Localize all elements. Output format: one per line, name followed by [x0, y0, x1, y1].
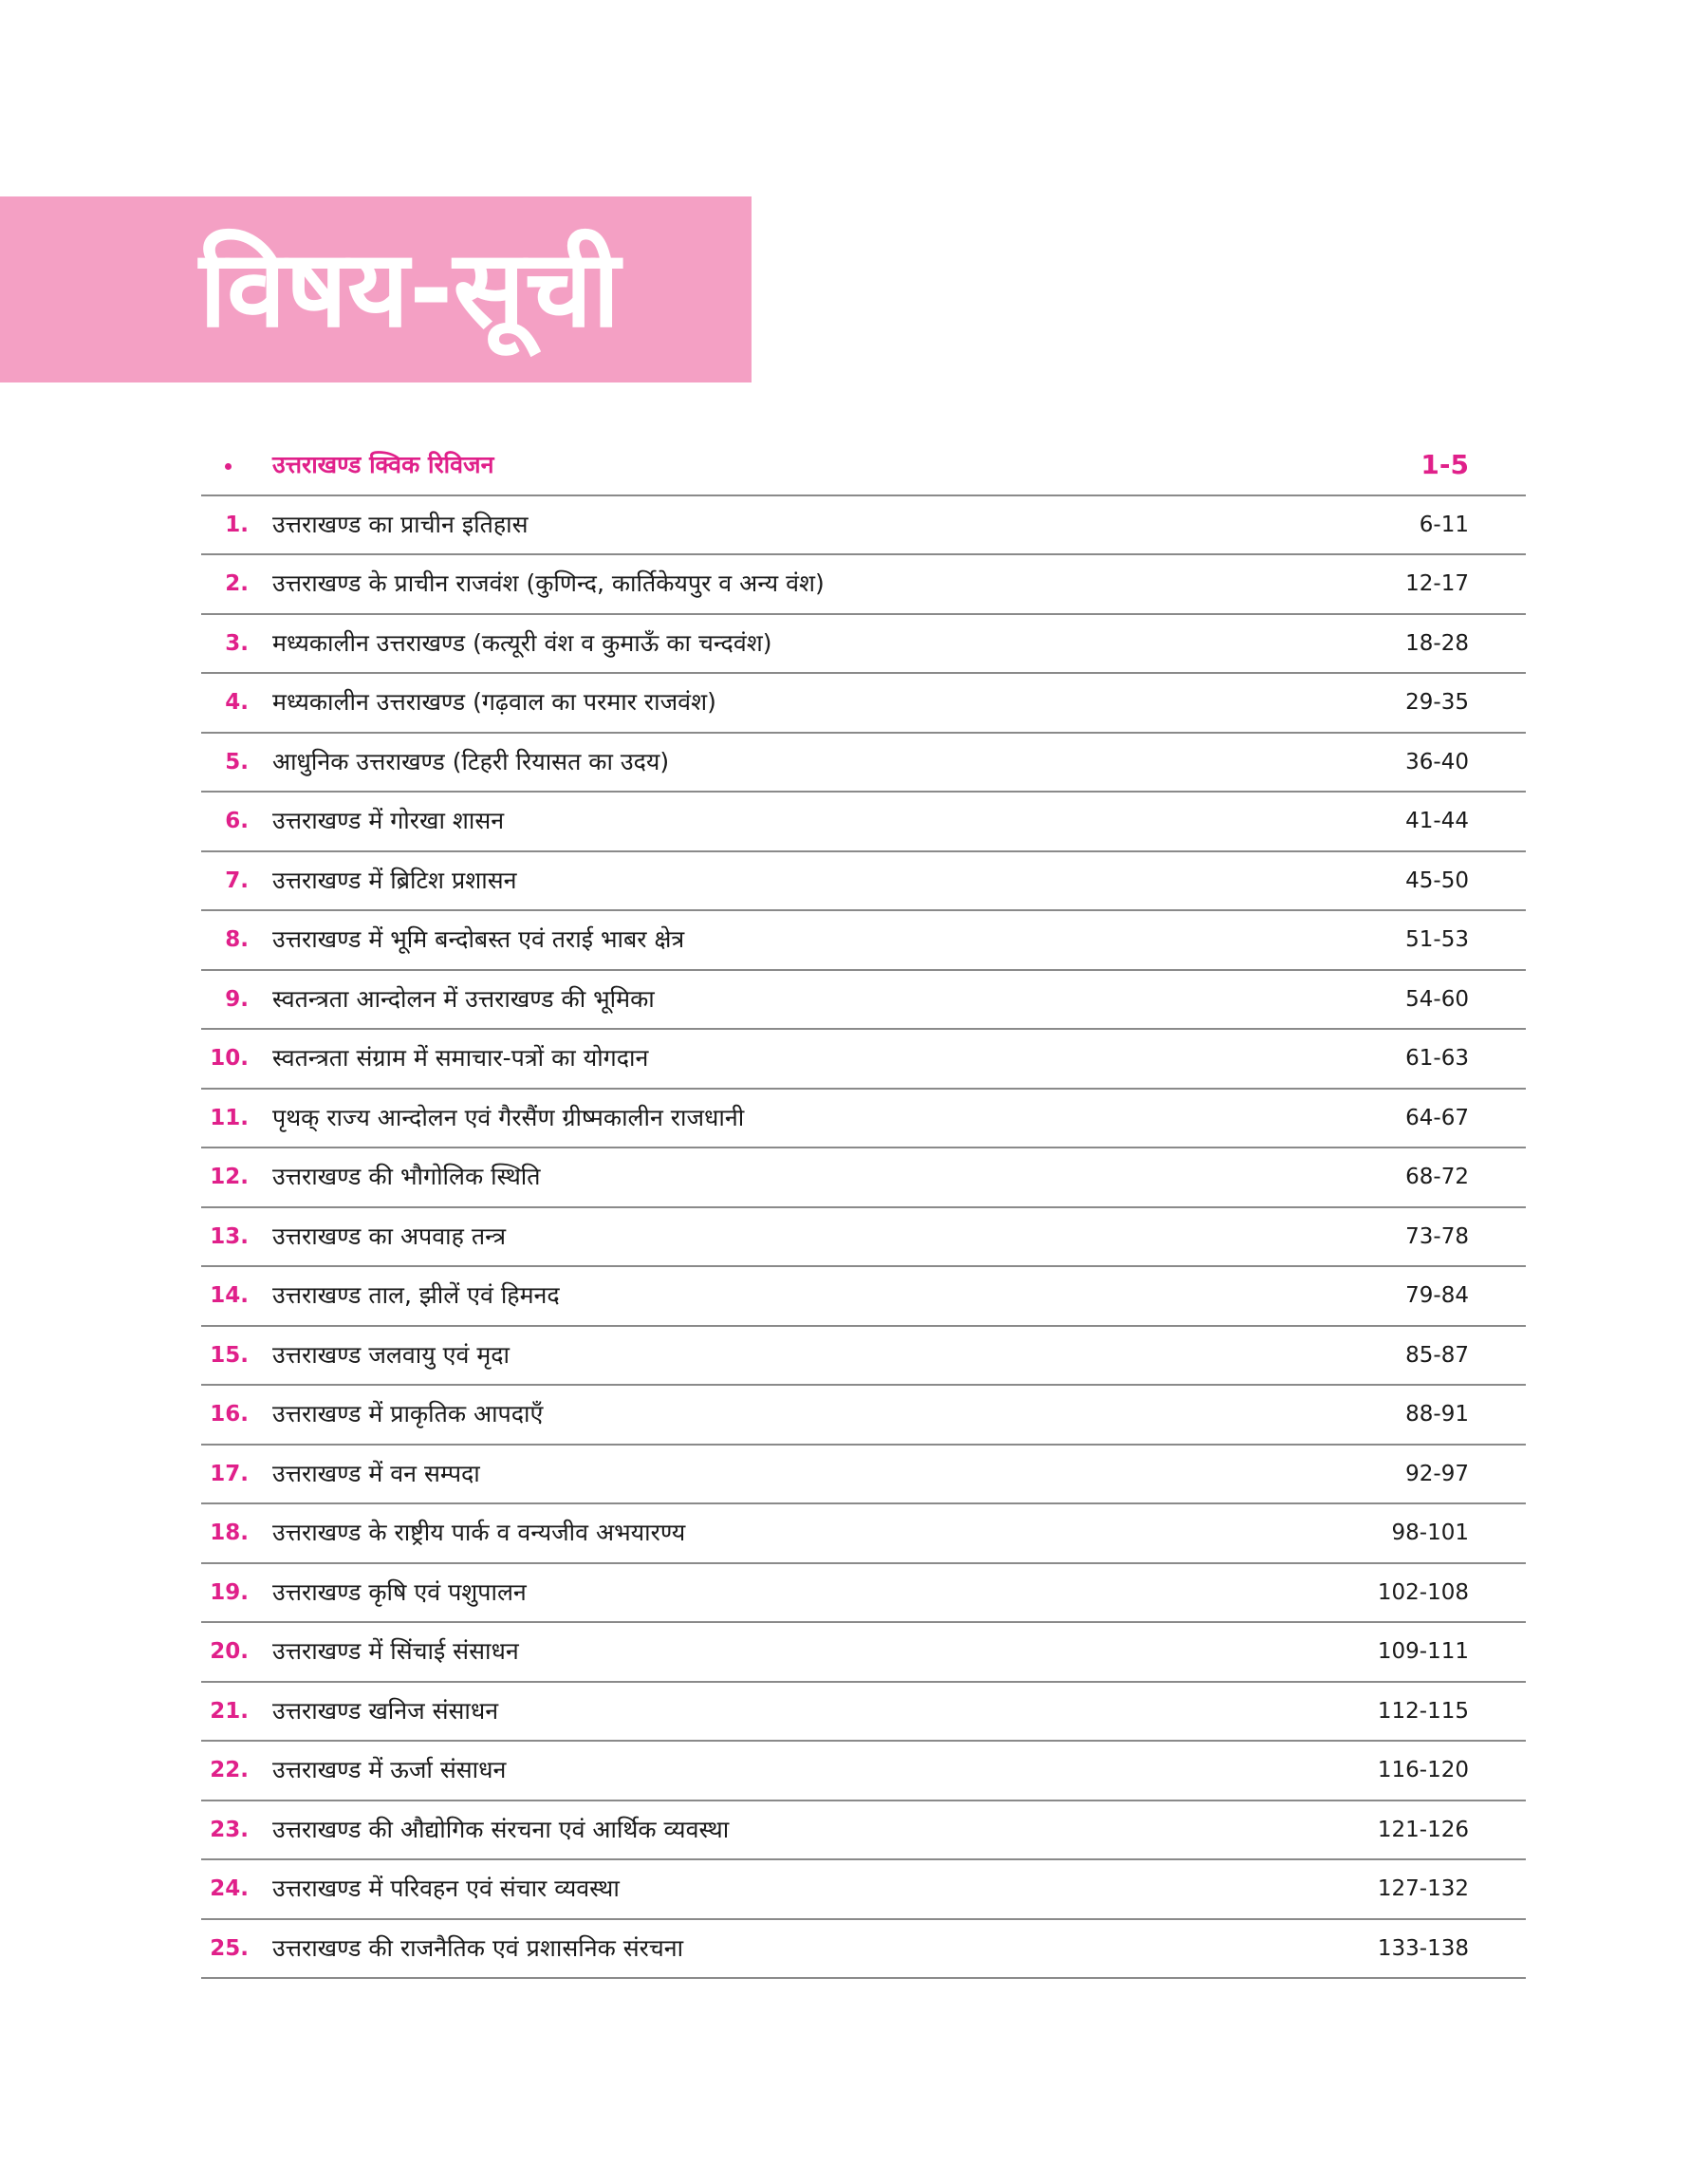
toc-featured-label: उत्तराखण्ड क्विक रिविजन: [272, 451, 494, 478]
toc-row-number: 18.: [210, 1521, 249, 1545]
toc-row[interactable]: [201, 793, 1526, 852]
toc-row[interactable]: [201, 1386, 1526, 1446]
title-band: [0, 196, 752, 382]
toc-row-number: 24.: [210, 1876, 249, 1901]
toc-row-number: 19.: [210, 1579, 249, 1605]
toc-row-pages: 133-138: [1377, 1935, 1469, 1961]
toc-row[interactable]: [201, 1623, 1526, 1683]
toc-row[interactable]: [201, 1683, 1526, 1743]
toc-row-number: 16.: [210, 1402, 249, 1427]
toc-row-pages: 36-40: [1405, 749, 1469, 774]
toc-row[interactable]: [201, 852, 1526, 912]
toc-row-number: 4.: [225, 690, 249, 715]
toc-row-pages: 12-17: [1405, 571, 1469, 596]
toc-row[interactable]: [201, 734, 1526, 793]
toc-row-pages: 54-60: [1405, 986, 1469, 1012]
toc-row[interactable]: [201, 1860, 1526, 1920]
toc-row-title: उत्तराखण्ड खनिज संसाधन: [272, 1696, 499, 1725]
toc-row[interactable]: [201, 555, 1526, 615]
toc-row[interactable]: [201, 615, 1526, 675]
toc-row-pages: 68-72: [1405, 1165, 1469, 1189]
toc-row-title: स्वतन्त्रता संग्राम में समाचार-पत्रों का योगदान: [272, 1044, 649, 1072]
toc-row-number: 11.: [210, 1105, 249, 1130]
toc-row[interactable]: [201, 971, 1526, 1031]
toc-row-number: 10.: [210, 1046, 249, 1071]
toc-row-title: मध्यकालीन उत्तराखण्ड (गढ़वाल का परमार राजवंश): [272, 688, 716, 716]
toc-row-title: पृथक् राज्य आन्दोलन एवं गैरसैंण ग्रीष्मकालीन राजधानी: [272, 1103, 745, 1131]
toc-row-title: उत्तराखण्ड कृषि एवं पशुपालन: [272, 1577, 527, 1606]
toc-row-number: 21.: [210, 1698, 249, 1724]
toc-row[interactable]: [201, 911, 1526, 971]
toc-row-number: 8.: [225, 927, 249, 952]
toc-row-pages: 112-115: [1377, 1698, 1469, 1724]
toc-row[interactable]: [201, 1801, 1526, 1861]
toc-row-number: 9.: [225, 986, 249, 1012]
toc-row-title: उत्तराखण्ड में गोरखा शासन: [272, 807, 505, 834]
toc-row-title: मध्यकालीन उत्तराखण्ड (कत्यूरी वंश व कुमाऊँ का चन्दवंश): [272, 628, 772, 657]
toc-row-title: उत्तराखण्ड में सिंचाई संसाधन: [272, 1637, 519, 1665]
toc-row-title: आधुनिक उत्तराखण्ड (टिहरी रियासत का उदय): [272, 747, 670, 775]
toc-row[interactable]: [201, 1327, 1526, 1387]
toc-row-number: 1.: [225, 512, 249, 537]
toc-row-pages: 64-67: [1405, 1105, 1469, 1130]
toc-row-title: उत्तराखण्ड में ऊर्जा संसाधन: [272, 1756, 507, 1783]
toc-row-pages: 102-108: [1377, 1579, 1469, 1605]
toc-row-title: उत्तराखण्ड का प्राचीन इतिहास: [272, 510, 529, 538]
toc-row[interactable]: [201, 1148, 1526, 1208]
toc-row-title: उत्तराखण्ड में वन सम्पदा: [272, 1459, 480, 1487]
toc-row-pages: 127-132: [1377, 1876, 1469, 1901]
toc-row-number: 3.: [225, 630, 249, 656]
toc-row-pages: 88-91: [1405, 1402, 1469, 1427]
toc-row-pages: 79-84: [1405, 1283, 1469, 1308]
toc-row-pages: 41-44: [1405, 809, 1469, 833]
toc-row[interactable]: [201, 1030, 1526, 1090]
toc-row-pages: 121-126: [1377, 1817, 1469, 1842]
toc-row-pages: 51-53: [1405, 927, 1469, 952]
toc-row-number: 12.: [210, 1165, 249, 1189]
toc-row[interactable]: [201, 1742, 1526, 1801]
toc-row-number: 2.: [225, 571, 249, 596]
toc-row-title: उत्तराखण्ड के राष्ट्रीय पार्क व वन्यजीव अभयारण्य: [272, 1519, 686, 1546]
toc-row-pages: 92-97: [1405, 1461, 1469, 1486]
page-title: विषय-सूची: [199, 228, 621, 351]
toc-row-pages: 73-78: [1405, 1223, 1469, 1249]
toc-row[interactable]: [201, 1267, 1526, 1327]
toc-row[interactable]: [201, 496, 1526, 556]
toc-row-title: उत्तराखण्ड जलवायु एवं मृदा: [272, 1340, 511, 1369]
toc-row-pages: 6-11: [1419, 512, 1469, 537]
toc-row-number: 23.: [210, 1817, 249, 1842]
toc-row-number: 22.: [210, 1758, 249, 1782]
toc-row-title: उत्तराखण्ड की राजनैतिक एवं प्रशासनिक संरचना: [272, 1933, 684, 1962]
toc-row-pages: 85-87: [1405, 1342, 1469, 1368]
toc-row-pages: 45-50: [1405, 868, 1469, 893]
toc-row-number: 6.: [225, 809, 249, 833]
toc-featured-pages: 1-5: [1420, 449, 1469, 480]
toc-row-number: 14.: [210, 1283, 249, 1308]
toc-row[interactable]: [201, 1446, 1526, 1505]
table-of-contents: [201, 437, 1526, 1979]
toc-row[interactable]: [201, 1090, 1526, 1149]
toc-featured-row[interactable]: [201, 437, 1526, 496]
bullet-icon: [225, 463, 232, 470]
toc-row-number: 13.: [210, 1223, 249, 1249]
toc-row-title: उत्तराखण्ड में भूमि बन्दोबस्त एवं तराई भाबर क्षेत्र: [272, 925, 685, 953]
toc-row[interactable]: [201, 1504, 1526, 1564]
toc-row[interactable]: [201, 674, 1526, 734]
toc-row-number: 17.: [210, 1461, 249, 1486]
toc-row-title: उत्तराखण्ड की भौगोलिक स्थिति: [272, 1163, 541, 1190]
toc-row-number: 7.: [225, 868, 249, 893]
toc-row[interactable]: [201, 1208, 1526, 1268]
toc-row-pages: 61-63: [1405, 1046, 1469, 1071]
toc-row-pages: 98-101: [1391, 1521, 1469, 1545]
toc-row-title: उत्तराखण्ड की औद्योगिक संरचना एवं आर्थिक व्यवस्था: [272, 1815, 730, 1843]
toc-row-title: उत्तराखण्ड ताल, झीलें एवं हिमनद: [272, 1281, 560, 1309]
toc-row-number: 20.: [210, 1639, 249, 1664]
toc-row-title: उत्तराखण्ड में प्राकृतिक आपदाएँ: [272, 1400, 544, 1427]
toc-row-pages: 18-28: [1405, 630, 1469, 656]
toc-row-number: 25.: [210, 1935, 249, 1961]
toc-row[interactable]: [201, 1920, 1526, 1980]
toc-row-title: उत्तराखण्ड में परिवहन एवं संचार व्यवस्था: [272, 1875, 620, 1902]
toc-row-pages: 109-111: [1377, 1639, 1469, 1664]
toc-row-number: 15.: [210, 1342, 249, 1368]
toc-row-title: स्वतन्त्रता आन्दोलन में उत्तराखण्ड की भूमिका: [272, 984, 655, 1013]
toc-row-number: 5.: [225, 749, 249, 774]
toc-row-pages: 116-120: [1377, 1758, 1469, 1782]
toc-row-title: उत्तराखण्ड में ब्रिटिश प्रशासन: [272, 866, 517, 894]
toc-row-title: उत्तराखण्ड का अपवाह तन्त्र: [272, 1222, 507, 1250]
toc-row[interactable]: [201, 1564, 1526, 1624]
toc-row-title: उत्तराखण्ड के प्राचीन राजवंश (कुणिन्द, कार्तिकेयपुर व अन्य वंश): [272, 569, 825, 597]
toc-row-pages: 29-35: [1405, 690, 1469, 715]
